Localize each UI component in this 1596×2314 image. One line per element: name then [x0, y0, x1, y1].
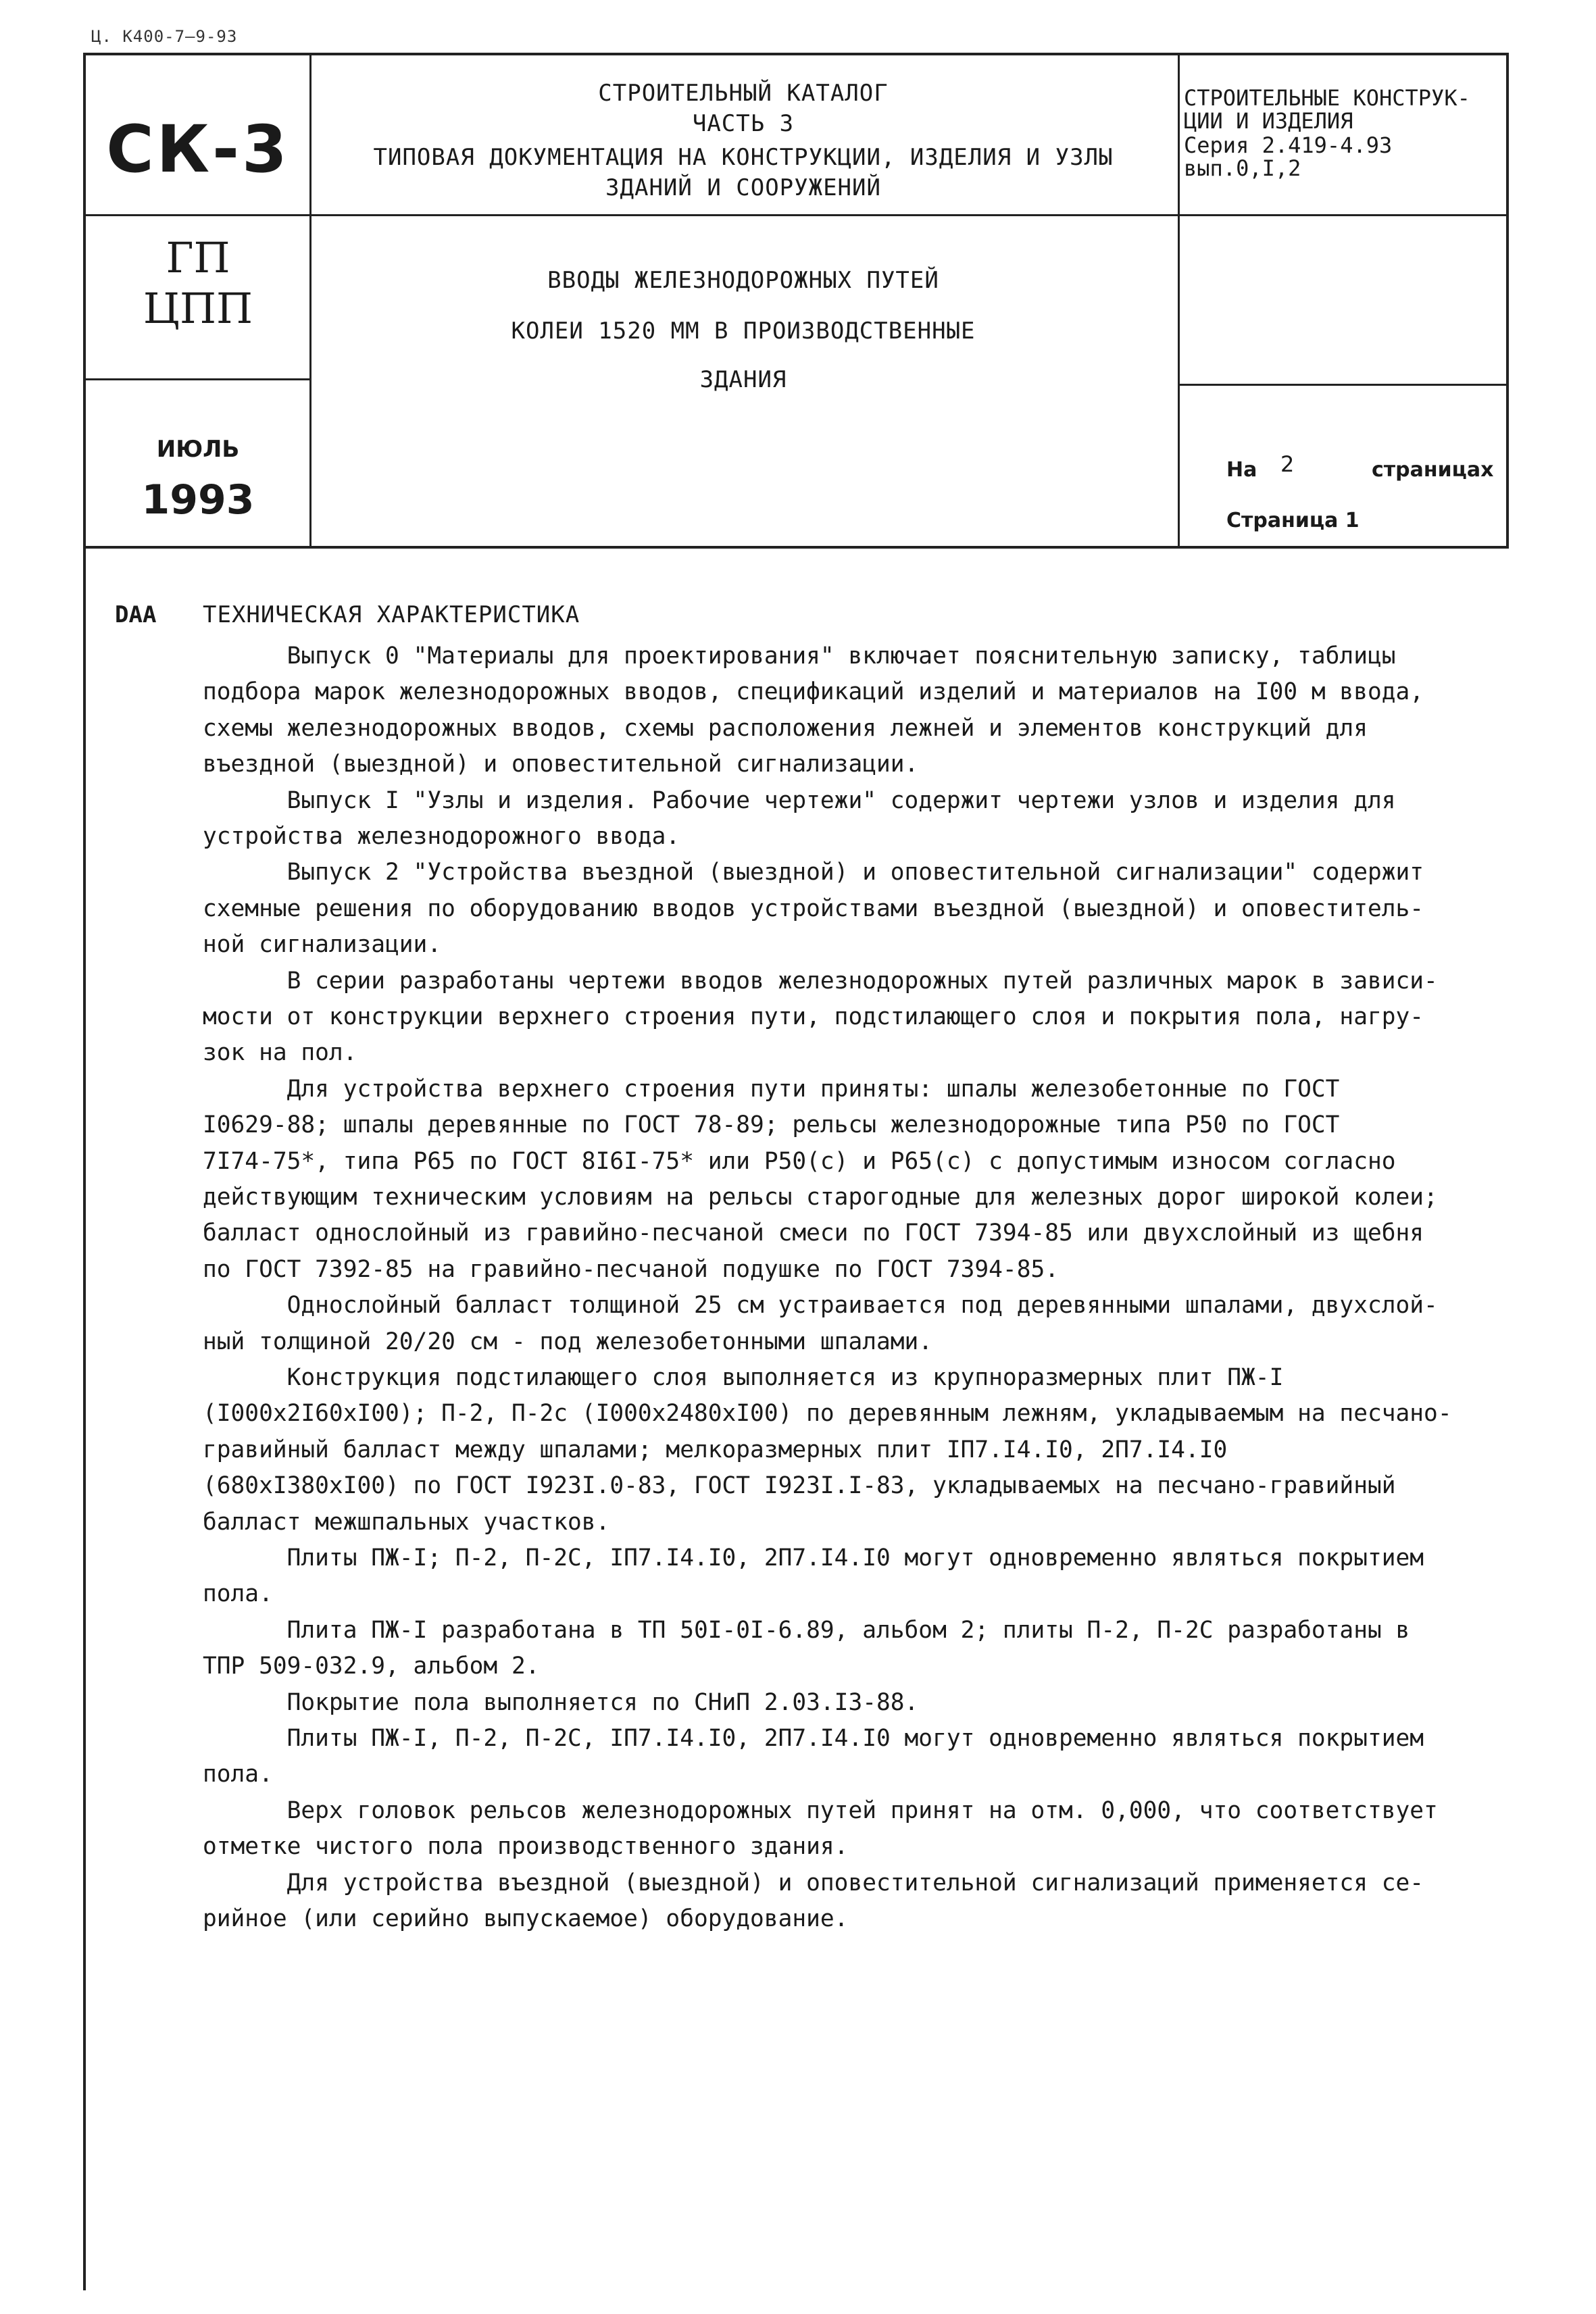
frame-right-border [1506, 53, 1509, 547]
body-line: Для устройства въездной (выездной) и оповестительной сигнализаций применяется се- [203, 1869, 1424, 1896]
catalog-header-line-4: ЗДАНИЙ И СООРУЖЕНИЙ [605, 174, 881, 201]
series-box-line-3: Серия 2.419-4.93 [1184, 132, 1393, 158]
document-title-line-1: ВВОДЫ ЖЕЛЕЗНОДОРОЖНЫХ ПУТЕЙ [547, 267, 939, 294]
body-line: зок на пол. [203, 1039, 357, 1067]
header-row-divider [83, 214, 1509, 216]
body-line: подбора марок железнодорожных вводов, спецификаций изделий и материалов на I00 м ввода, [203, 678, 1424, 706]
body-line: рийное (или серийно выпускаемое) оборудование. [203, 1905, 849, 1932]
catalog-header-line-1: СТРОИТЕЛЬНЫЙ КАТАЛОГ [598, 80, 889, 107]
body-line: схемы железнодорожных вводов, схемы расположения лежней и элементов конструкций для [203, 714, 1368, 742]
body-line: ной сигнализации. [203, 931, 442, 959]
issue-month: ИЮЛЬ [156, 436, 240, 463]
body-line: Покрытие пола выполняется по СНиП 2.03.I3-88. [203, 1688, 919, 1716]
body-line: действующим техническим условиям на рельсы старогодные для железных дорог широкой колеи; [203, 1184, 1438, 1211]
body-line: пола. [203, 1580, 273, 1608]
section-title: ТЕХНИЧЕСКАЯ ХАРАКТЕРИСТИКА [203, 601, 580, 628]
body-line: по ГОСТ 7392-85 на гравийно-песчаной подушке по ГОСТ 7394-85. [203, 1255, 1059, 1283]
series-box-line-2: ЦИИ И ИЗДЕЛИЯ [1184, 108, 1353, 134]
body-line: Выпуск 0 "Материалы для проектирования" включает пояснительную записку, таблицы [203, 643, 1396, 670]
frame-top-border [83, 53, 1509, 55]
document-reference: Ц. K400-7—9-93 [91, 27, 238, 46]
header-bottom-border [83, 546, 1509, 549]
body-line: пола. [203, 1761, 273, 1788]
body-line: ТПР 509-032.9, альбом 2. [203, 1653, 540, 1680]
body-line: устройства железнодорожного ввода. [203, 823, 680, 850]
body-line: ный толщиной 20/20 см - под железобетонными шпалами. [203, 1328, 933, 1355]
catalog-header-line-3: ТИПОВАЯ ДОКУМЕНТАЦИЯ НА КОНСТРУКЦИИ, ИЗДЕЛИЯ И УЗЛЫ [373, 144, 1114, 171]
body-line: (680xI380xI00) по ГОСТ I923I.0-83, ГОСТ I923I.I-83, укладываемых на песчано-гравийный [203, 1472, 1396, 1500]
body-line: гравийный балласт между шпалами; мелкоразмерных плит IП7.I4.I0, 2П7.I4.I0 [203, 1436, 1228, 1463]
stamp-column-divider [309, 53, 311, 547]
body-line: балласт однослойный из гравийно-песчаной смеси по ГОСТ 7394-85 или двухслойный из щебня [203, 1219, 1424, 1247]
body-line: Плиты ПЖ-I, П-2, П-2С, IП7.I4.I0, 2П7.I4.I0 могут одновременно являться покрытием [203, 1725, 1424, 1752]
body-line: въездной (выездной) и оповестительной сигнализации. [203, 751, 919, 778]
page-number-label: Страница 1 [1226, 509, 1360, 532]
body-line: мости от конструкции верхнего строения пути, подстилающего слоя и покрытия пола, нагру- [203, 1003, 1424, 1030]
right-column-divider [1178, 53, 1180, 547]
catalog-header-line-2: ЧАСТЬ 3 [692, 110, 795, 137]
body-line: схемные решения по оборудованию вводов устройствами въездной (выездной) и оповеститель- [203, 895, 1424, 922]
issue-year: 1993 [141, 476, 255, 524]
section-number: DAA [115, 601, 157, 628]
series-box-line-1: СТРОИТЕЛЬНЫЕ КОНСТРУК- [1184, 85, 1470, 111]
right-row-divider [1178, 384, 1509, 386]
pages-count: 2 [1280, 451, 1295, 477]
body-line: Выпуск 2 "Устройства въездной (выездной) и оповестительной сигнализации" содержит [203, 859, 1424, 886]
document-title-line-3: ЗДАНИЯ [699, 366, 787, 393]
body-line: 7I74-75*, типа Р65 по ГОСТ 8I6I-75* или Р50(с) и Р65(с) с допустимым износом согласно [203, 1147, 1396, 1175]
body-line: Плита ПЖ-I разработана в ТП 50I-0I-6.89, альбом 2; плиты П-2, П-2С разработаны в [203, 1616, 1410, 1644]
stamp-row-divider [83, 378, 311, 380]
body-line: Конструкция подстилающего слоя выполняется из крупноразмерных плит ПЖ-I [203, 1364, 1284, 1391]
series-box-line-4: вып.0,I,2 [1184, 155, 1301, 181]
catalog-code: СК-3 [106, 111, 290, 187]
body-line: (I000x2I60xI00); П-2, П-2с (I000x2480xI00) по деревянным лежням, укладываемым на песчано- [203, 1400, 1452, 1428]
body-line: Для устройства верхнего строения пути приняты: шпалы железобетонные по ГОСТ [203, 1075, 1340, 1103]
body-line: Выпуск I "Узлы и изделия. Рабочие чертежи" содержит чертежи узлов и изделия для [203, 786, 1396, 814]
body-line: балласт межшпальных участков. [203, 1508, 610, 1536]
body-line: отметке чистого пола производственного здания. [203, 1833, 849, 1861]
pages-label: страницах [1372, 458, 1494, 482]
body-line: В серии разработаны чертежи вводов железнодорожных путей различных марок в зависи- [203, 967, 1438, 995]
organization-line-1: ГП [166, 233, 230, 282]
body-line: I0629-88; шпалы деревянные по ГОСТ 78-89; рельсы железнодорожные типа Р50 по ГОСТ [203, 1111, 1340, 1139]
body-line: Однослойный балласт толщиной 25 см устраивается под деревянными шпалами, двухслой- [203, 1292, 1438, 1319]
organization-line-2: ЦПП [143, 284, 253, 333]
pages-on-label: На [1226, 458, 1257, 482]
document-title-line-2: КОЛЕИ 1520 ММ В ПРОИЗВОДСТВЕННЫЕ [511, 318, 976, 345]
body-line: Верх головок рельсов железнодорожных путей принят на отм. 0,000, что соответствует [203, 1796, 1438, 1824]
body-line: Плиты ПЖ-I; П-2, П-2С, IП7.I4.I0, 2П7.I4.I0 могут одновременно являться покрытием [203, 1544, 1424, 1571]
frame-left-border [83, 53, 86, 2290]
